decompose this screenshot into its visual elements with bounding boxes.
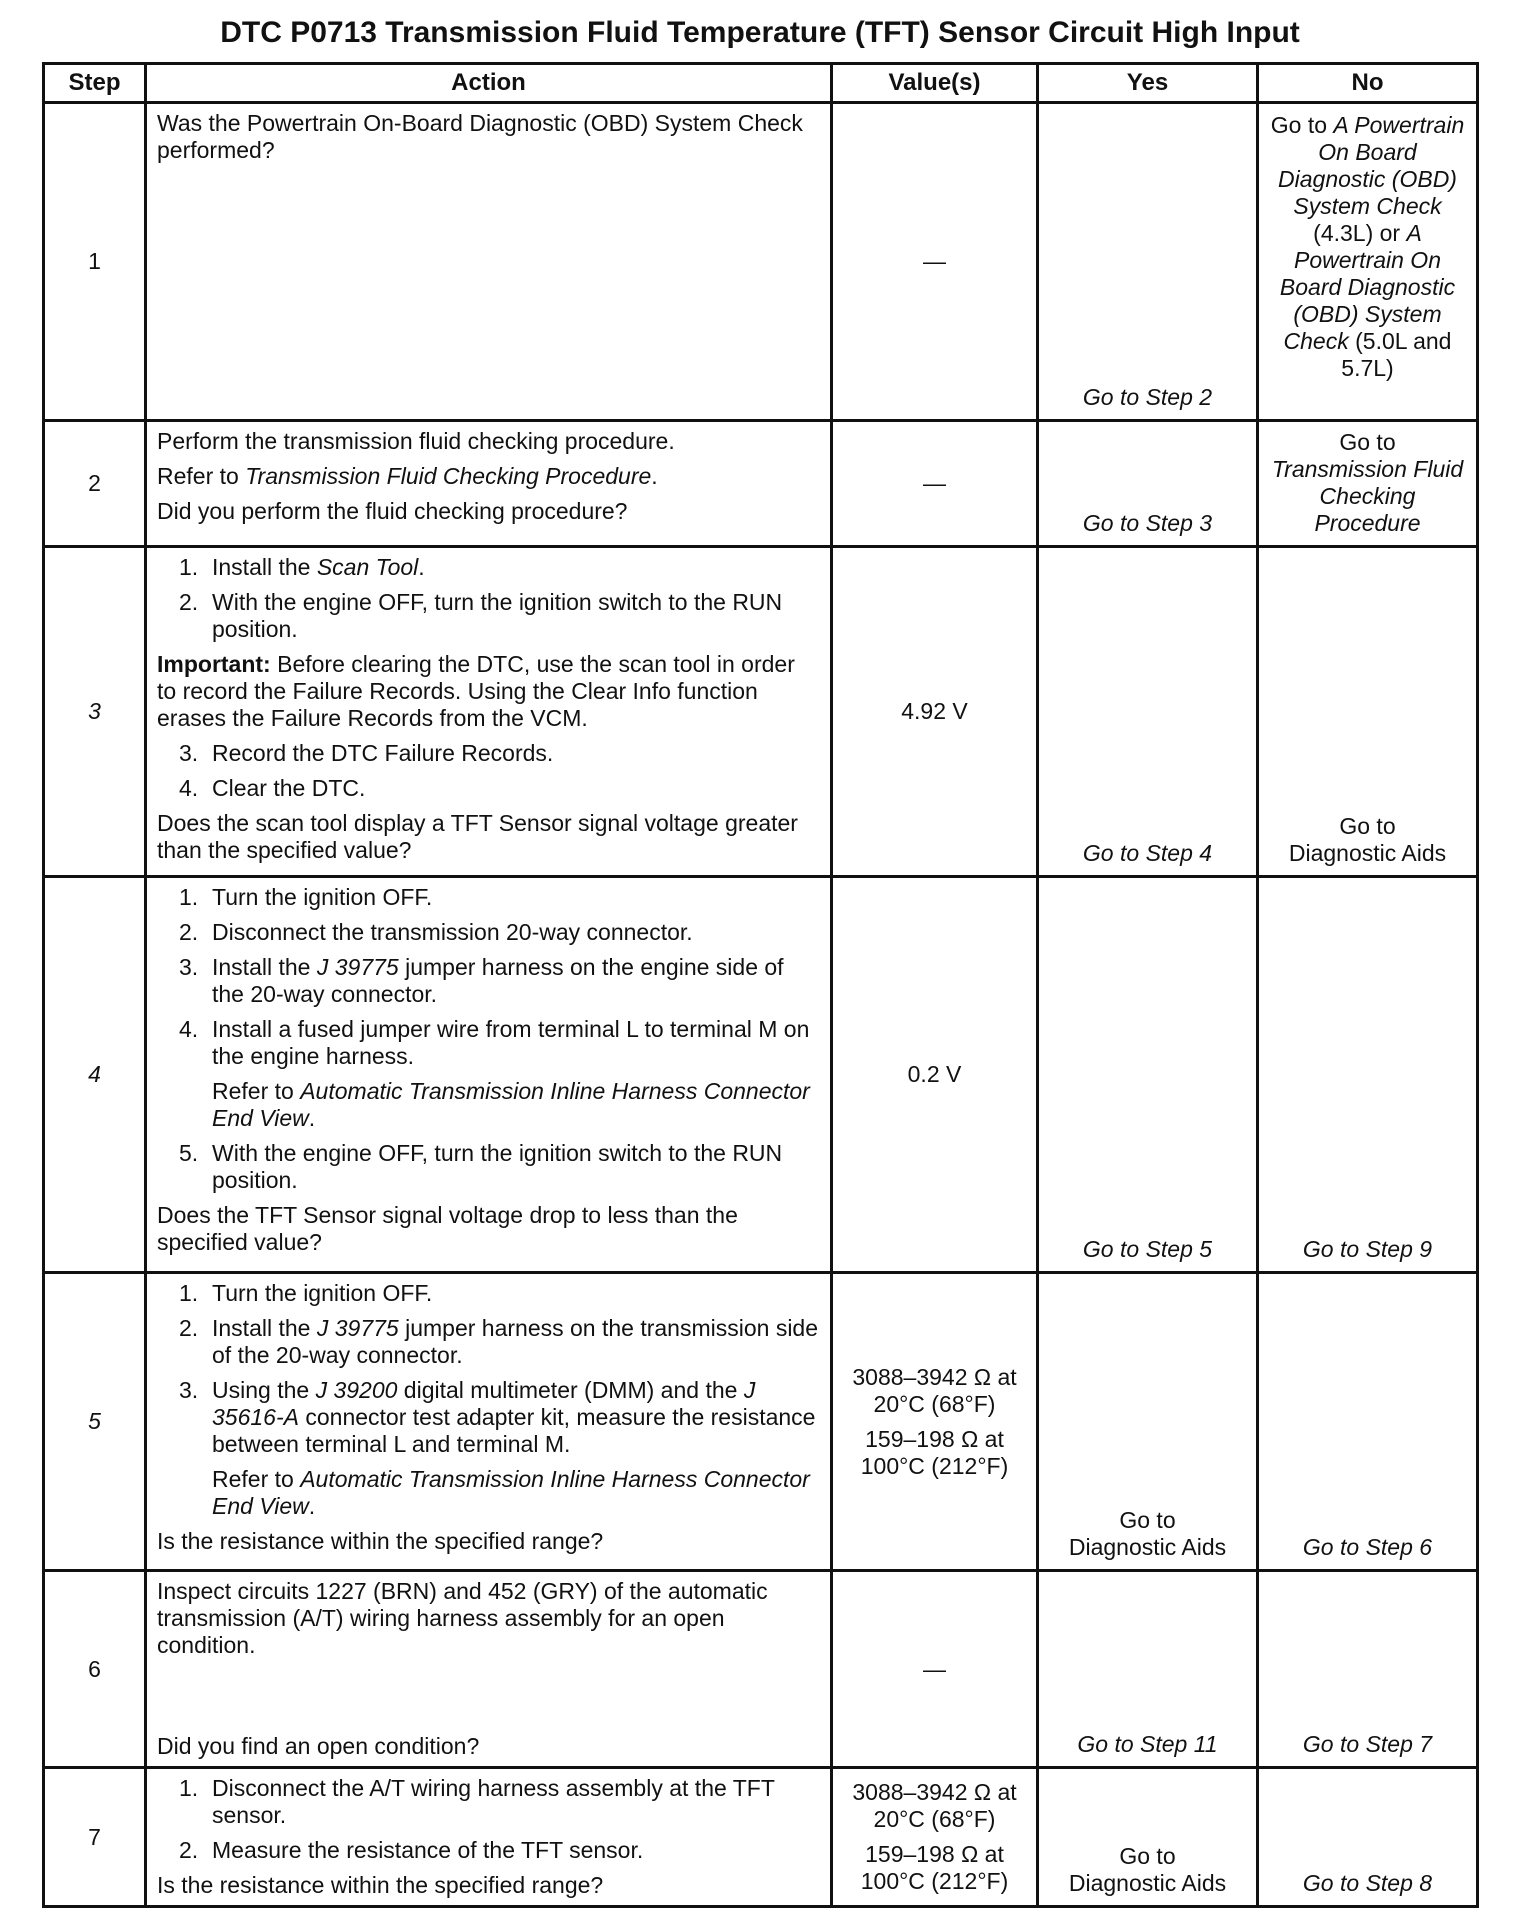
list-item (157, 919, 820, 946)
header-yes: Yes (1038, 64, 1258, 103)
list-text: Turn the ignition OFF. (212, 1280, 433, 1306)
reference-link[interactable]: Automatic Transmission Inline Harness Connector End View (212, 1078, 810, 1131)
value-range: 3088–3942 Ω at 20°C (68°F) (852, 1363, 1017, 1417)
yes-cell (1038, 1273, 1258, 1571)
action-cell (146, 877, 832, 1273)
no-text: Go to (1339, 429, 1396, 455)
step-number: 2 (44, 421, 146, 547)
yes-link[interactable]: Go to Step 2 (1082, 384, 1213, 410)
yes-cell (1038, 103, 1258, 421)
action-cell (146, 547, 832, 877)
list-item (157, 1280, 820, 1307)
value-cell: 0.2 V (832, 877, 1038, 1273)
list-text: Install the (212, 554, 317, 580)
yes-link[interactable]: Diagnostic Aids (1068, 1870, 1227, 1896)
list-number: 2. (179, 1315, 199, 1341)
action-question: Does the TFT Sensor signal voltage drop to less than the specified value? (157, 1202, 738, 1255)
step-number: 7 (44, 1768, 146, 1907)
yes-cell (1038, 547, 1258, 877)
tool-name: J 39775 (316, 954, 399, 980)
action-reference (157, 463, 820, 490)
yes-link[interactable]: Diagnostic Aids (1068, 1534, 1227, 1560)
table-row (44, 1768, 1478, 1907)
tool-name: J 35616-A (212, 1377, 756, 1430)
list-number: 2. (179, 1837, 199, 1863)
no-cell (1258, 103, 1478, 421)
list-text: Turn the ignition OFF. (212, 884, 433, 910)
list-item (157, 589, 820, 643)
list-number: 3. (179, 954, 199, 980)
value-range: 3088–3942 Ω at 20°C (68°F) (852, 1779, 1017, 1832)
action-cell (146, 1571, 832, 1768)
table-row (44, 103, 1478, 421)
list-number: 4. (179, 1016, 199, 1042)
yes-link[interactable]: Go to Step 3 (1082, 510, 1213, 536)
reference-suffix: . (308, 1105, 316, 1131)
table-row (44, 547, 1478, 877)
yes-cell (1038, 1571, 1258, 1768)
list-number: 1. (179, 1775, 199, 1801)
list-number: 2. (179, 919, 199, 945)
list-item (157, 1377, 820, 1458)
action-question: Does the scan tool display a TFT Sensor signal voltage greater than the specified value? (157, 810, 798, 863)
list-text: Install a fused jumper wire from terminal L to terminal M on the engine harness. (212, 1016, 810, 1069)
list-number: 1. (179, 884, 199, 910)
step-number: 3 (44, 547, 146, 877)
table-row (44, 877, 1478, 1273)
list-text: . (418, 554, 425, 580)
value-cell: — (832, 421, 1038, 547)
important-text: Before clearing the DTC, use the scan tool in order to record the Failure Records. Using the Clear Info function erases the Failure Records from the VCM. (157, 651, 795, 731)
header-no: No (1258, 64, 1478, 103)
no-cell (1258, 1768, 1478, 1907)
list-text: Disconnect the A/T wiring harness assembly at the TFT sensor. (212, 1775, 775, 1828)
no-cell (1258, 1273, 1478, 1571)
no-link[interactable]: A Powertrain On Board Diagnostic (OBD) System Check (1278, 112, 1465, 219)
no-link[interactable]: Go to Step 9 (1302, 1236, 1433, 1262)
action-text: Inspect circuits 1227 (BRN) and 452 (GRY) of the automatic transmission (A/T) wiring harness assembly for an open condition. (157, 1578, 768, 1658)
important-label: Important: (157, 651, 271, 677)
tool-name: J 39200 (315, 1377, 398, 1403)
no-link[interactable]: Transmission Fluid Checking Procedure (1271, 456, 1464, 536)
value-cell: — (832, 1571, 1038, 1768)
header-action: Action (146, 64, 832, 103)
list-number: 1. (179, 1280, 199, 1306)
list-text: Measure the resistance of the TFT sensor. (212, 1837, 644, 1863)
list-item (157, 1775, 820, 1829)
yes-text: Go to (1119, 1843, 1176, 1869)
yes-text: Go to (1119, 1507, 1176, 1533)
no-text: (5.0L and 5.7L) (1341, 328, 1452, 381)
list-number: 2. (179, 589, 199, 615)
reference-link[interactable]: Transmission Fluid Checking Procedure (245, 463, 652, 489)
list-text: jumper harness on the transmission side of the 20-way connector. (212, 1315, 819, 1368)
action-question: Did you perform the fluid checking procedure? (157, 498, 628, 524)
no-link[interactable]: A Powertrain On Board Diagnostic (OBD) System Check (1279, 220, 1456, 354)
list-text: With the engine OFF, turn the ignition switch to the RUN position. (212, 1140, 783, 1193)
list-text: Install the (212, 954, 317, 980)
value-cell (832, 1768, 1038, 1907)
reference-prefix: Refer to (212, 1078, 301, 1104)
list-item (157, 884, 820, 911)
yes-link[interactable]: Go to Step 4 (1082, 840, 1213, 866)
yes-link[interactable]: Go to Step 11 (1077, 1731, 1218, 1757)
step-number: 5 (44, 1273, 146, 1571)
list-number: 1. (179, 554, 199, 580)
list-number: 4. (179, 775, 199, 801)
no-cell (1258, 421, 1478, 547)
list-number: 5. (179, 1140, 199, 1166)
header-step: Step (44, 64, 146, 103)
no-cell (1258, 547, 1478, 877)
action-cell (146, 1273, 832, 1571)
list-text: Install the (212, 1315, 317, 1341)
yes-cell (1038, 877, 1258, 1273)
list-item (157, 1315, 820, 1369)
table-row (44, 1273, 1478, 1571)
value-range: 159–198 Ω at 100°C (212°F) (860, 1841, 1009, 1894)
list-text: Using the (212, 1377, 316, 1403)
action-question: Is the resistance within the specified range? (157, 1528, 604, 1554)
table-row (44, 1571, 1478, 1768)
reference-prefix: Refer to (212, 1466, 301, 1492)
yes-cell (1038, 421, 1258, 547)
value-cell: 4.92 V (832, 547, 1038, 877)
list-number: 3. (179, 740, 199, 766)
tool-name: Scan Tool (316, 554, 419, 580)
list-text: Clear the DTC. (212, 775, 366, 801)
yes-link[interactable]: Go to Step 5 (1082, 1236, 1213, 1262)
no-link[interactable]: Go to Step 8 (1302, 1870, 1433, 1896)
step-number: 6 (44, 1571, 146, 1768)
page-title: DTC P0713 Transmission Fluid Temperature (TFT) Sensor Circuit High Input (220, 16, 1300, 49)
header-values: Value(s) (832, 64, 1038, 103)
list-text: Disconnect the transmission 20-way connector. (212, 919, 693, 945)
value-cell: — (832, 103, 1038, 421)
no-text: Go to (1270, 112, 1334, 138)
value-range: 159–198 Ω at 100°C (212°F) (860, 1425, 1009, 1479)
action-reference (157, 1466, 820, 1520)
no-cell (1258, 877, 1478, 1273)
list-text: With the engine OFF, turn the ignition switch to the RUN position. (212, 589, 783, 642)
action-cell (146, 421, 832, 547)
list-item (157, 554, 820, 581)
step-number: 4 (44, 877, 146, 1273)
action-reference (157, 1078, 820, 1132)
list-item (157, 775, 820, 802)
list-item (157, 1837, 820, 1864)
no-link[interactable]: Go to Step 6 (1302, 1534, 1433, 1560)
no-link[interactable]: Go to Step 7 (1302, 1731, 1433, 1757)
reference-link[interactable]: Automatic Transmission Inline Harness Connector End View (212, 1466, 810, 1519)
important-note (157, 651, 820, 732)
list-number: 3. (179, 1377, 199, 1403)
list-item (157, 1140, 820, 1194)
list-text: connector test adapter kit, measure the resistance between terminal L and terminal M. (212, 1404, 816, 1457)
value-cell (832, 1273, 1038, 1571)
list-text: Record the DTC Failure Records. (212, 740, 554, 766)
action-question: Did you find an open condition? (157, 1733, 480, 1759)
list-item (157, 740, 820, 767)
action-question: Is the resistance within the specified range? (157, 1872, 604, 1898)
no-text: Go to (1339, 813, 1396, 839)
reference-suffix: . (651, 463, 658, 489)
tool-name: J 39775 (316, 1315, 399, 1341)
action-text: Perform the transmission fluid checking procedure. (157, 428, 675, 454)
no-text: (4.3L) or (1313, 220, 1407, 246)
action-cell (146, 1768, 832, 1907)
list-item (157, 1016, 820, 1070)
action-cell (146, 103, 832, 421)
table-header-row (44, 64, 1478, 103)
table-row (44, 421, 1478, 547)
no-link[interactable]: Diagnostic Aids (1288, 840, 1447, 866)
diagnostic-table (42, 62, 1479, 1908)
action-question: Was the Powertrain On-Board Diagnostic (OBD) System Check performed? (157, 110, 803, 163)
reference-suffix: . (308, 1493, 316, 1519)
no-cell (1258, 1571, 1478, 1768)
yes-cell (1038, 1768, 1258, 1907)
list-item (157, 954, 820, 1008)
step-number: 1 (44, 103, 146, 421)
list-text: digital multimeter (DMM) and the (397, 1377, 744, 1403)
reference-prefix: Refer to (157, 463, 246, 489)
list-text: jumper harness on the engine side of the 20-way connector. (212, 954, 784, 1007)
